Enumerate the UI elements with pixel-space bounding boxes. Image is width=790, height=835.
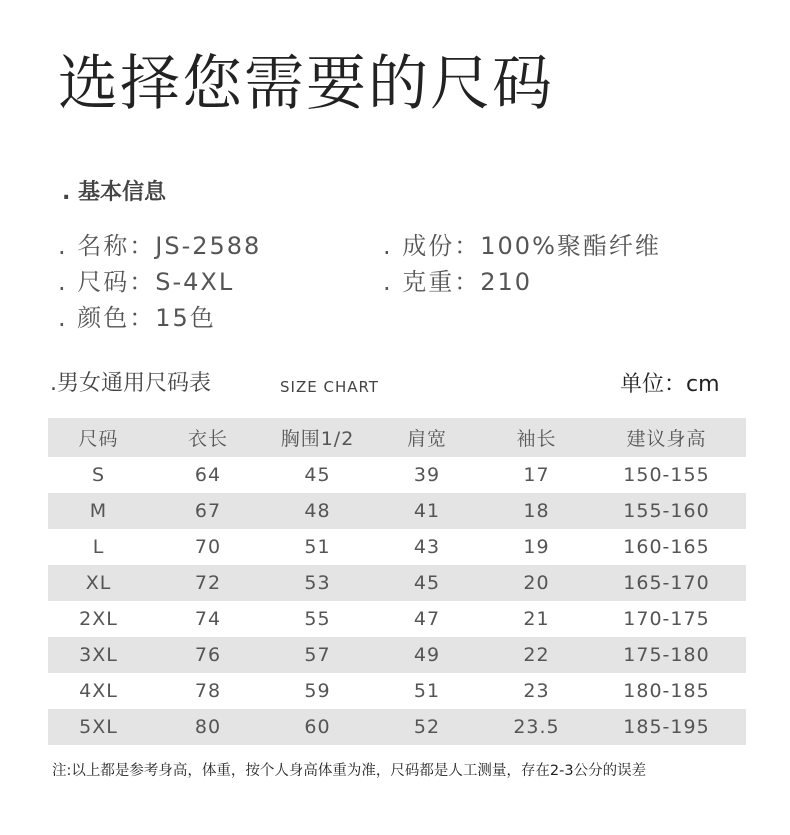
table-header-row [48,418,746,457]
column-header: 建议身高 [626,428,707,450]
table-cell: L [92,536,105,558]
table-cell: XL [85,572,112,594]
table-cell: 4XL [79,680,118,702]
table-cell: 185-195 [623,716,710,738]
table-row [48,457,746,493]
table-cell: 47 [413,608,441,630]
table-cell: 51 [413,680,441,702]
table-row [48,709,746,745]
table-cell: 78 [194,680,222,702]
table-row [48,673,746,709]
table-cell: 17 [523,464,550,486]
table-cell: 59 [304,680,331,702]
table-cell: 23 [523,680,550,702]
table-cell: 67 [194,500,222,522]
table-cell: 55 [304,608,331,630]
table-row [48,601,746,637]
table-cell: 22 [523,644,550,666]
table-row [48,565,746,601]
table-cell: 39 [413,464,441,486]
table-cell: 49 [413,644,441,666]
product-composition: . 成份：100%聚酯纤维 [383,232,661,260]
table-row [48,637,746,673]
product-weight: . 克重：210 [383,268,533,296]
size-chart-subtitle: SIZE CHART [280,378,379,396]
table-cell: 3XL [79,644,118,666]
table-cell: 80 [194,716,222,738]
table-cell: 51 [304,536,331,558]
table-cell: 170-175 [623,608,710,630]
product-size-range: . 尺码：S-4XL [58,268,235,296]
unit-label: 单位：cm [620,372,720,397]
table-cell: 57 [304,644,331,666]
table-row [48,493,746,529]
table-cell: 64 [194,464,222,486]
table-cell: 175-180 [623,644,710,666]
measurement-note: 注:以上都是参考身高，体重，按个人身高体重为准，尺码都是人工测量，存在2-3公分的误差 [52,763,647,779]
column-header: 尺码 [78,428,119,450]
product-name: . 名称：JS-2588 [58,232,262,260]
table-cell: 60 [304,716,331,738]
size-table [48,418,746,745]
table-row [48,529,746,565]
table-cell: 48 [304,500,331,522]
table-cell: 21 [523,608,550,630]
table-cell: S [91,464,106,486]
column-header: 肩宽 [406,428,447,450]
table-cell: 53 [304,572,331,594]
size-chart-heading: .男女通用尺码表 [50,371,211,396]
column-header: 袖长 [516,428,557,450]
table-cell: 5XL [79,716,118,738]
table-cell: 165-170 [623,572,710,594]
table-cell: 20 [523,572,550,594]
table-cell: 76 [194,644,222,666]
table-cell: 52 [413,716,441,738]
table-cell: 18 [523,500,550,522]
table-cell: 180-185 [623,680,710,702]
table-cell: 70 [194,536,222,558]
table-cell: M [89,500,108,522]
table-cell: 72 [194,572,222,594]
table-cell: 23.5 [513,716,560,738]
column-header: 衣长 [187,428,228,450]
product-color: . 颜色：15色 [58,304,216,332]
table-cell: 2XL [79,608,118,630]
table-cell: 45 [413,572,441,594]
table-cell: 43 [413,536,441,558]
basic-info-heading: . 基本信息 [62,180,167,205]
table-cell: 155-160 [623,500,710,522]
table-cell: 19 [523,536,550,558]
table-cell: 150-155 [623,464,710,486]
column-header: 胸围1/2 [280,428,355,450]
table-cell: 41 [413,500,441,522]
table-cell: 74 [194,608,222,630]
table-cell: 160-165 [623,536,710,558]
table-cell: 45 [304,464,331,486]
page-title: 选择您需要的尺码 [58,49,554,119]
